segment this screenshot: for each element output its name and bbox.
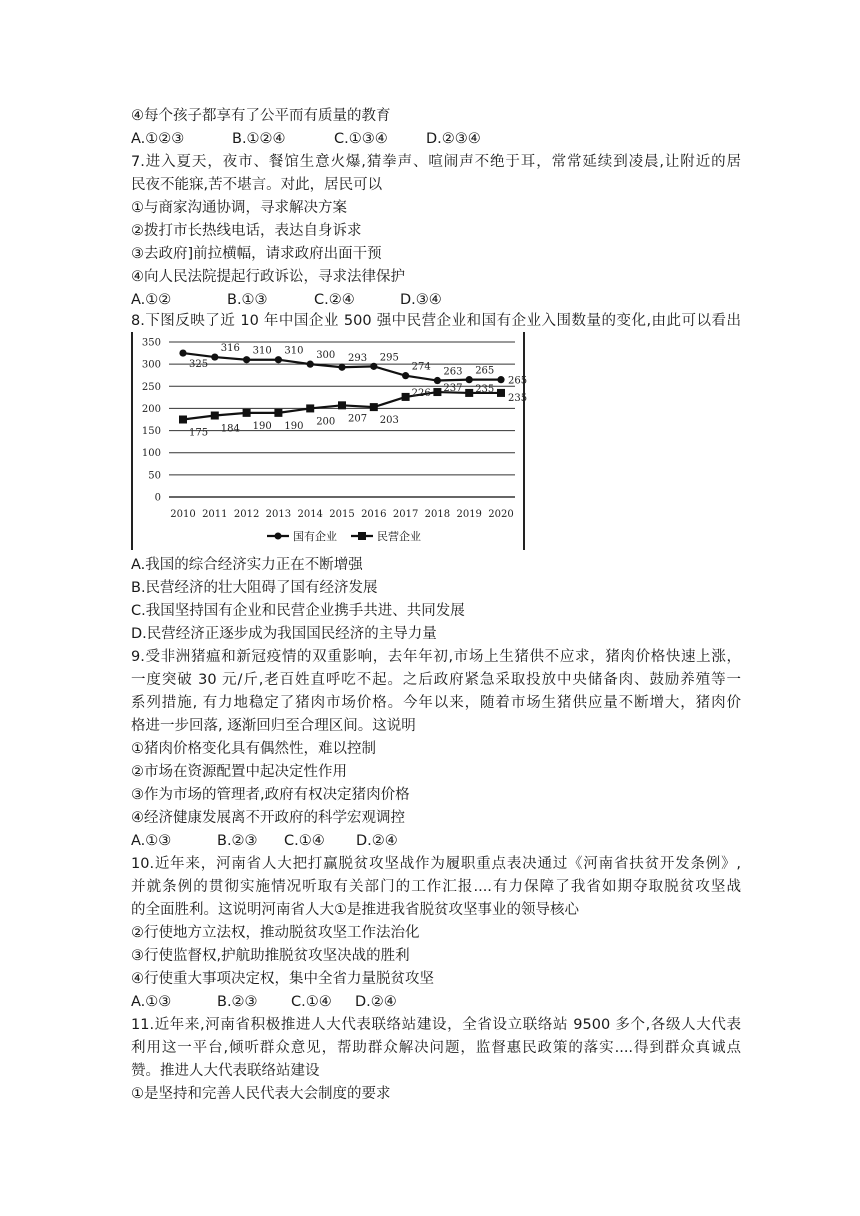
q10-stem-line-3: 的全面胜利。这说明河南省人大①是推进我省脱贫攻坚事业的领导核心 (131, 902, 579, 918)
q7-stem-line-1: 7.进入夏天，夜市、餐馆生意火爆,猜拳声、喧闹声不绝于耳，常常延续到凌晨,让附近的居 (131, 154, 741, 170)
data-label: 203 (379, 415, 399, 427)
series-1-point (433, 388, 441, 396)
q6-choice-c: C.①③④ (334, 131, 388, 147)
series-0-point (275, 356, 282, 363)
series-0-point (466, 376, 473, 383)
data-label: 310 (284, 345, 304, 357)
data-label: 207 (348, 413, 368, 425)
series-0-point (497, 376, 504, 383)
x-tick-label: 2011 (202, 509, 228, 520)
data-label: 265 (475, 365, 495, 377)
q6-choice-b: B.①②④ (232, 131, 286, 147)
series-0-point (370, 363, 377, 370)
q7-choice-a: A.①② (131, 292, 172, 308)
data-label: 310 (252, 345, 272, 357)
series-0-point (243, 356, 250, 363)
q7-option-3: ③去政府]前拉横幅，请求政府出面干预 (131, 246, 382, 262)
data-label: 190 (252, 420, 272, 432)
series-0-point (338, 364, 345, 371)
data-label: 200 (316, 416, 336, 428)
y-tick-label: 0 (154, 492, 161, 504)
q9-option-3: ③作为市场的管理者,政府有权决定猪肉价格 (131, 787, 410, 803)
data-label: 263 (443, 366, 463, 378)
q9-choice-d: D.②④ (356, 833, 398, 849)
q9-option-2: ②市场在资源配置中起决定性作用 (131, 764, 347, 780)
q10-option-4: ④行使重大事项决定权，集中全省力量脱贫攻坚 (131, 971, 434, 987)
data-label: 293 (348, 353, 368, 365)
q6-choice-a: A.①②③ (131, 131, 185, 147)
q7-option-4: ④向人民法院提起行政诉讼，寻求法律保护 (131, 269, 405, 285)
q8-option-c: C.我国坚持国有企业和民营企业携手共进、共同发展 (131, 603, 465, 619)
x-tick-label: 2014 (297, 509, 323, 520)
data-label: 325 (189, 359, 209, 371)
series-1-point (179, 416, 187, 424)
q8-option-b: B.民营经济的壮大阻碍了国有经济发展 (131, 580, 378, 596)
data-label: 265 (508, 375, 528, 387)
q10-choice-a: A.①③ (131, 994, 172, 1010)
data-label: 235 (508, 392, 528, 404)
q6-choice-d: D.②③④ (426, 131, 481, 147)
x-tick-label: 2019 (456, 509, 482, 520)
data-label: 184 (220, 423, 240, 435)
q9-choice-c: C.①④ (284, 833, 325, 849)
y-tick-label: 350 (141, 337, 161, 349)
legend-marker (358, 532, 366, 540)
series-1-point (338, 401, 346, 409)
series-0-point (179, 349, 186, 356)
q9-stem-line-3: 系列措施, 有力地稳定了猪肉市场价格。今年以来，随着市场生猪供应量不断增大，猪肉价 (131, 695, 741, 711)
series-1-point (497, 389, 505, 397)
q7-stem-line-2: 民夜不能寐,苦不堪言。对此，居民可以 (131, 177, 383, 193)
q11-stem-line-2: 利用这一平台,倾听群众意见，帮助群众解决问题，监督惠民政策的落实....得到群众真诚点 (131, 1040, 741, 1056)
q8-option-a: A.我国的综合经济实力正在不断增强 (131, 557, 363, 573)
q10-option-3: ③行使监督权,护航助推脱贫攻坚决战的胜利 (131, 948, 410, 964)
q7-choice-b: B.①③ (227, 292, 268, 308)
data-label: 300 (316, 350, 336, 362)
q10-choice-c: C.①④ (291, 994, 332, 1010)
series-1-point (465, 389, 473, 397)
x-tick-label: 2017 (392, 509, 419, 520)
series-0-point (434, 377, 441, 384)
x-tick-label: 2020 (488, 509, 514, 520)
x-tick-label: 2012 (233, 509, 260, 520)
x-tick-label: 2018 (424, 509, 451, 520)
data-label: 237 (443, 383, 463, 395)
q6-option-4: ④每个孩子都享有了公平而有质量的教育 (131, 108, 391, 124)
q9-option-1: ①猪肉价格变化具有偶然性，难以控制 (131, 741, 376, 757)
y-tick-label: 150 (141, 426, 161, 438)
q7-choice-c: C.②④ (314, 292, 355, 308)
y-tick-label: 250 (141, 381, 161, 393)
q9-choice-a: A.①③ (131, 833, 172, 849)
series-0-point (211, 353, 218, 360)
data-label: 175 (189, 427, 209, 439)
q9-choice-b: B.②③ (217, 833, 258, 849)
data-label: 316 (220, 343, 240, 355)
q8-option-d: D.民营经济正逐步成为我国国民经济的主导力量 (131, 626, 437, 642)
legend-label: 国有企业 (293, 530, 337, 543)
series-1-point (402, 393, 410, 401)
q7-option-2: ②拨打市长热线电话，表达自身诉求 (131, 223, 362, 239)
series-1-point (370, 403, 378, 411)
series-0-point (402, 372, 409, 379)
q7-choice-d: D.③④ (400, 292, 442, 308)
y-tick-label: 200 (141, 403, 161, 415)
series-1-point (306, 404, 314, 412)
data-label: 226 (411, 387, 431, 399)
q9-stem-line-2: 一度突破 30 元/斤,老百姓直呼吃不起。之后政府紧急采取投放中央储备肉、鼓励养殖等一 (131, 672, 741, 688)
y-tick-label: 50 (148, 470, 161, 482)
q7-option-1: ①与商家沟通协调，寻求解决方案 (131, 200, 347, 216)
series-1-point (274, 409, 282, 417)
legend-marker (275, 533, 282, 540)
x-tick-label: 2010 (170, 509, 196, 520)
x-tick-label: 2013 (265, 509, 292, 520)
data-label: 190 (284, 420, 304, 432)
q10-option-2: ②行使地方立法权，推动脱贫攻坚工作法治化 (131, 925, 420, 941)
chart-svg (131, 332, 528, 550)
y-tick-label: 100 (141, 448, 161, 460)
y-tick-label: 300 (141, 359, 161, 371)
q11-stem-line-3: 赞。推进人大代表联络站建设 (131, 1063, 320, 1079)
enterprise-line-chart (131, 332, 528, 550)
q11-option-1: ①是坚持和完善人民代表大会制度的要求 (131, 1086, 391, 1102)
data-label: 274 (411, 361, 431, 373)
q10-stem-line-1: 10.近年来，河南省人大把打赢脱贫攻坚战作为履职重点表决通过《河南省扶贫开发条例》, (131, 856, 741, 872)
x-tick-label: 2015 (329, 509, 355, 520)
q9-stem-line-1: 9.受非洲猪瘟和新冠疫情的双重影响，去年年初,市场上生猪供不应求，猪肉价格快速上涨， (131, 649, 741, 665)
q9-option-4: ④经济健康发展离不开政府的科学宏观调控 (131, 810, 405, 826)
series-1-point (243, 409, 251, 417)
q10-choice-d: D.②④ (355, 994, 397, 1010)
data-label: 295 (379, 352, 399, 364)
q9-stem-line-4: 格进一步回落, 逐渐回归至合理区间。这说明 (131, 718, 416, 734)
data-label: 235 (475, 383, 495, 395)
series-1-point (211, 412, 219, 420)
series-0-point (307, 361, 314, 368)
q10-stem-line-2: 并就条例的贯彻实施情况听取有关部门的工作汇报....有力保障了我省如期夺取脱贫攻坚战 (131, 879, 741, 895)
q8-stem: 8.下图反映了近 10 年中国企业 500 强中民营企业和国有企业入围数量的变化,由此可以看出 (131, 313, 741, 329)
legend-label: 民营企业 (377, 530, 421, 543)
x-tick-label: 2016 (361, 509, 387, 520)
q11-stem-line-1: 11.近年来,河南省积极推进人大代表联络站建设，全省设立联络站 9500 多个,各级人大代表 (131, 1017, 741, 1033)
q10-choice-b: B.②③ (217, 994, 258, 1010)
